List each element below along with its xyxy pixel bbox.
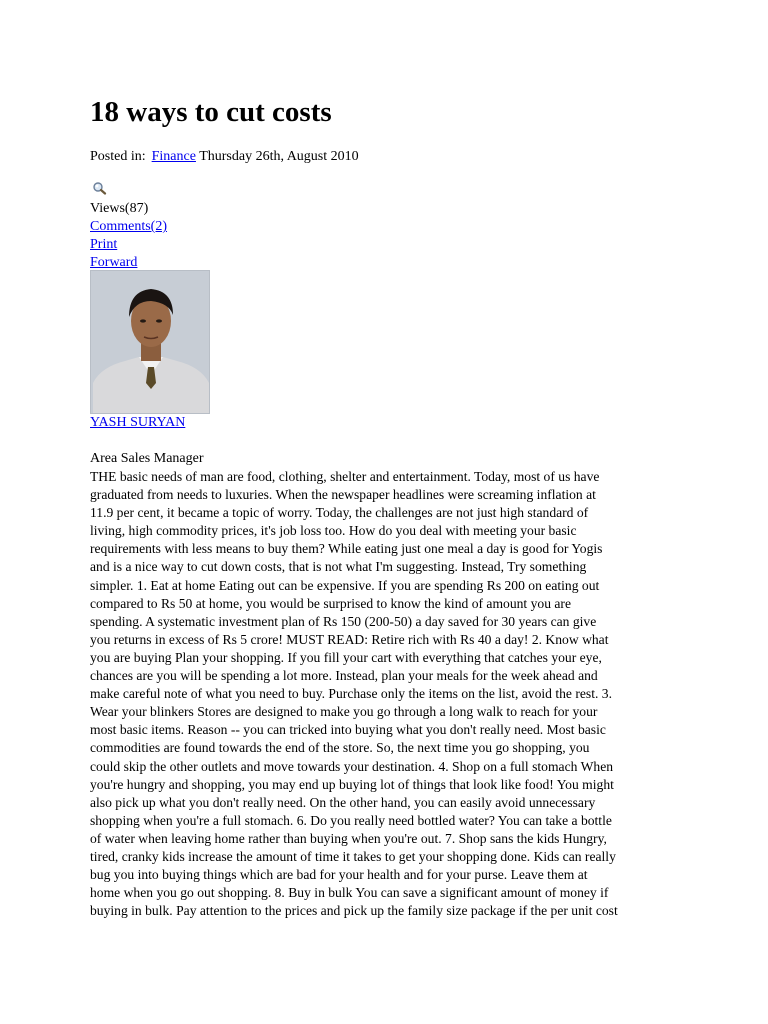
article-body-line: shopping when you're a full stomach. 6. Do you really need bottled water? You can take a bottle xyxy=(90,812,612,828)
article-body-line: 11.9 per cent, it became a topic of worry. Today, the challenges are not just high standard of xyxy=(90,505,589,521)
article-body-line: buying in bulk. Pay attention to the prices and pick up the family size package if the per unit cost xyxy=(90,903,618,919)
article-body-line: tired, cranky kids increase the amount of time it takes to get your shopping done. Kids can really xyxy=(90,848,616,864)
print-link[interactable]: Print xyxy=(90,237,118,252)
article-body-line: you are buying Plan your shopping. If you fill your cart with everything that catches your eye, xyxy=(90,649,602,665)
article-body-line: Wear your blinkers Stores are designed to make you go through a long walk to reach for your xyxy=(90,704,598,720)
article-body-line: you returns in excess of Rs 5 crore! MUST READ: Retire rich with Rs 40 a day! 2. Know what xyxy=(90,631,609,647)
article-body-line: could skip the other outlets and move towards your destination. 4. Shop on a full stomach When xyxy=(90,758,614,774)
article-body xyxy=(90,468,680,920)
article-body-line: requirements with less means to buy them? While eating just one meal a day is good for Yogis xyxy=(90,541,603,557)
article-date: Thursday 26th, August 2010 xyxy=(199,149,359,164)
article-body-line: living, high commodity prices, it's job loss too. How do you deal with meeting your basic xyxy=(90,523,577,539)
article-body-line: spending. A systematic investment plan of Rs 150 (200-50) a day saved for 30 years can give xyxy=(90,613,597,629)
author-photo xyxy=(90,270,210,414)
author-link[interactable]: YASH SURYAN xyxy=(90,415,186,430)
article-body-line: you're hungry and shopping, you may end up buying lot of things that look like food! You might xyxy=(90,776,614,792)
article-meta xyxy=(90,148,359,166)
forward-link[interactable]: Forward xyxy=(90,255,138,270)
article-body-line: and is a nice way to cut down costs, that is not what I'm suggesting. Instead, Try something xyxy=(90,559,587,575)
article-body-line: graduated from needs to luxuries. When the newspaper headlines were screaming inflation at xyxy=(90,487,596,503)
article-body-line: simpler. 1. Eat at home Eating out can be expensive. If you are spending Rs 200 on eating out xyxy=(90,577,600,593)
views-count: Views(87) xyxy=(90,201,149,216)
article-body-line: home when you go out shopping. 8. Buy in bulk You can save a significant amount of money if xyxy=(90,885,609,901)
article-body-line: commodities are found towards the end of the store. So, the next time you go shopping, you xyxy=(90,740,590,756)
posted-in-label: Posted in: xyxy=(90,149,146,164)
article-body-line: compared to Rs 50 at home, you would be surprised to know the kind of amount you are xyxy=(90,595,571,611)
category-link[interactable]: Finance xyxy=(151,149,196,164)
magnifier-icon[interactable] xyxy=(92,181,108,195)
article-title: 18 ways to cut costs xyxy=(90,96,332,128)
author-role: Area Sales Manager xyxy=(90,451,204,466)
avatar xyxy=(91,271,210,414)
comments-link[interactable]: Comments(2) xyxy=(90,219,167,234)
article-body-line: bug you into buying things which are bad for your health and for your purse. Leave them at xyxy=(90,867,588,883)
article-body-line: THE basic needs of man are food, clothing, shelter and entertainment. Today, most of us have xyxy=(90,469,600,484)
article-body-line: make careful note of what you need to buy. Purchase only the items on the list, avoid the rest. 3. xyxy=(90,686,612,702)
article-actions xyxy=(90,200,167,272)
article-body-line: most basic items. Reason -- you can tricked into buying what you don't really need. Most basic xyxy=(90,722,606,738)
article-body-line: of water when leaving home rather than buying when you're out. 7. Shop sans the kids Hungry, xyxy=(90,830,607,846)
article-body-line: also pick up what you don't really need. On the other hand, you can easily avoid unnecessary xyxy=(90,794,596,810)
article-body-line: chances are you will be spending a lot more. Instead, plan your meals for the week ahead and xyxy=(90,668,598,684)
